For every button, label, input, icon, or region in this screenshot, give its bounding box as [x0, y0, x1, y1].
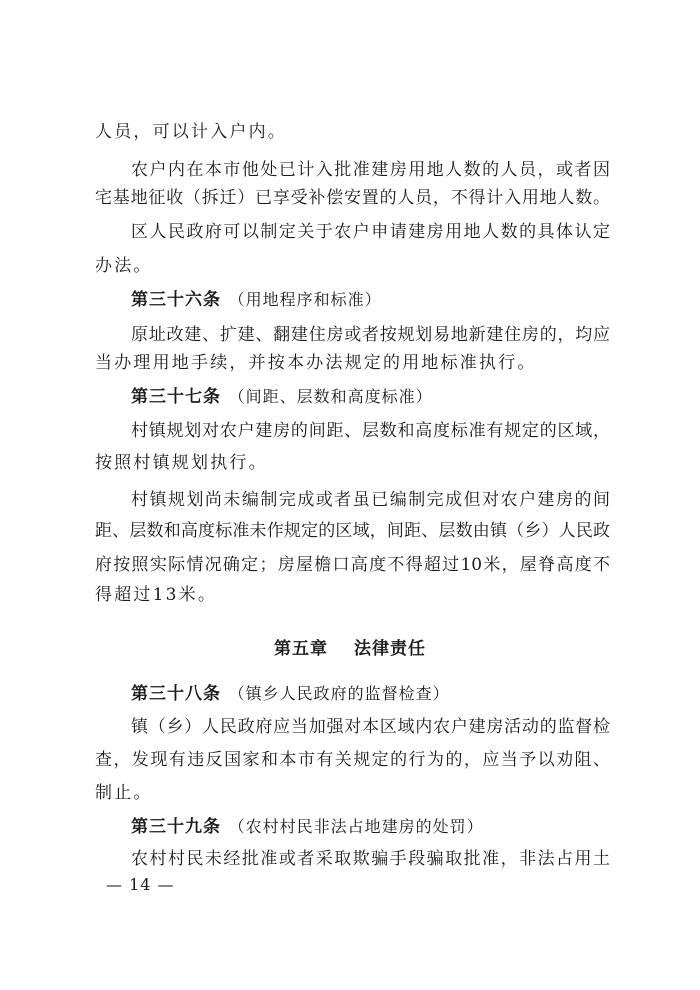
article-header [131, 387, 610, 407]
article-heading: （用地程序和标准） [228, 290, 382, 309]
paragraph-line: 村镇规划对农户建房的间距、层数和高度标准有规定的区域， [131, 421, 610, 441]
paragraph-line: 宅基地征收（拆迁）已享受补偿安置的人员，不得计入用地人数。 [95, 188, 610, 208]
article-heading: （间距、层数和高度标准） [228, 387, 433, 406]
paragraph-line: 镇（乡）人民政府应当加强对本区域内农户建房活动的监督检 [131, 717, 610, 737]
article-number: 第三十八条 [131, 684, 221, 704]
paragraph-line: 村镇规划尚未编制完成或者虽已编制完成但对农户建房的间 [131, 490, 610, 510]
paragraph-line: 原址改建、扩建、翻建住房或者按规划易地新建住房的，均应 [131, 325, 610, 345]
paragraph-line: 按照村镇规划执行。 [95, 453, 268, 473]
paragraph-line: 距、层数和高度标准未作规定的区域，间距、层数由镇（乡）人民政 [95, 521, 610, 541]
paragraph-line: 区人民政府可以制定关于农户申请建房用地人数的具体认定 [131, 222, 610, 242]
paragraph-line: 得超过13米。 [95, 585, 218, 605]
paragraph-line: 人员，可以计入户内。 [95, 122, 287, 142]
chapter-name: 法律责任 [354, 639, 426, 659]
paragraph-line: 办法。 [95, 256, 153, 276]
page-number: — 14 — [106, 875, 175, 894]
article-header [131, 817, 610, 837]
paragraph-line: 农户内在本市他处已计入批准建房用地人数的人员，或者因 [131, 160, 610, 180]
paragraph-line: 查，发现有违反国家和本市有关规定的行为的，应当予以劝阻、 [95, 750, 610, 770]
article-number: 第三十七条 [131, 387, 221, 407]
article-header [131, 684, 610, 704]
article-number: 第三十九条 [131, 817, 221, 837]
article-number: 第三十六条 [131, 290, 221, 310]
paragraph-line: 制止。 [95, 783, 153, 803]
article-header [131, 290, 610, 310]
paragraph-line: 府按照实际情况确定；房屋檐口高度不得超过10米，屋脊高度不 [95, 555, 610, 575]
paragraph-line: 农村村民未经批准或者采取欺骗手段骗取批准，非法占用土 [131, 849, 610, 869]
chapter-title [0, 634, 700, 659]
article-heading: （农村村民非法占地建房的处罚） [228, 817, 484, 836]
paragraph-line: 当办理用地手续，并按本办法规定的用地标准执行。 [95, 353, 537, 373]
chapter-number: 第五章 [274, 639, 328, 659]
article-heading: （镇乡人民政府的监督检查） [228, 684, 450, 703]
